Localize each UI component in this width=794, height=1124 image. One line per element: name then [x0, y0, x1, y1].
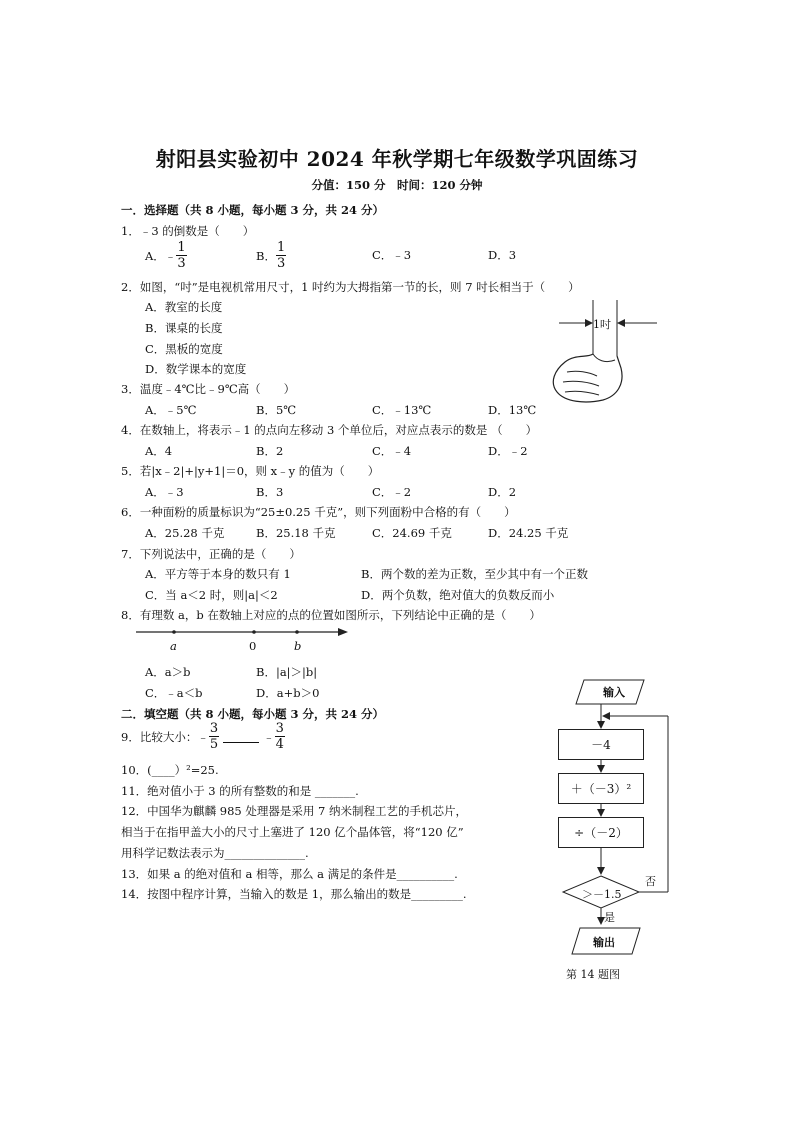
page-title: 射阳县实验初中 2024 年秋学期七年级数学巩固练习 [155, 147, 639, 171]
q2-option-b: B．课桌的长度 [145, 321, 223, 335]
q1-b-fraction: $\frac{1}{3}$ [276, 240, 286, 271]
flow-output: 输出 [593, 936, 615, 949]
thumb-inch-figure [545, 296, 665, 406]
q4-option-d: D．﹣2 [488, 444, 528, 458]
q8-option-c: C．﹣a＜b [145, 686, 203, 700]
q7-stem: 7．下列说法中，正确的是（ ） [121, 547, 301, 561]
flow-step-minus4: －4 [558, 729, 644, 760]
q6-option-a: A．25.28 千克 [145, 526, 225, 540]
flow-step-divide: ÷（－2） [558, 817, 644, 848]
q1-a-label: A．﹣ [145, 248, 177, 263]
flow-step-add-square: ＋（－3）² [558, 773, 644, 804]
section-choice-heading: 一．选择题（共 8 小题，每小题 3 分，共 24 分） [121, 203, 385, 217]
q7-option-b: B．两个数的差为正数，至少其中有一个正数 [361, 567, 588, 581]
q6-stem: 6．一种面粉的质量标识为“25±0.25 千克”，则下列面粉中合格的有（ ） [121, 505, 516, 519]
q8-option-b: B．|a|＞|b| [256, 665, 318, 679]
q6-option-c: C．24.69 千克 [372, 526, 452, 540]
q11: 11．绝对值小于 3 的所有整数的和是 _______. [121, 784, 359, 798]
q5-option-c: C．﹣2 [372, 485, 412, 499]
q5-option-d: D．2 [488, 485, 517, 499]
q2-option-d: D．数学课本的宽度 [145, 362, 247, 376]
q1-a-fraction: $\frac{1}{3}$ [177, 240, 186, 271]
q9-prefix: 9．比较大小：﹣ [121, 729, 209, 744]
score-time-info: 分值：150 分 时间：120 分钟 [311, 178, 483, 192]
q3-option-a: A．﹣5℃ [145, 403, 197, 417]
q14: 14．按图中程序计算，当输入的数是 1，那么输出的数是_________. [121, 887, 467, 901]
q7-option-d: D．两个负数，绝对值大的负数反而小 [361, 588, 555, 602]
q10: 10．(____）²=25. [121, 763, 219, 777]
q6-option-b: B．25.18 千克 [256, 526, 336, 540]
q9-fraction-1: $\frac{3}{5}$ [209, 721, 219, 752]
q8-option-a: A．a＞b [145, 665, 191, 679]
q8-number-line [134, 624, 350, 640]
q8-option-d: D．a+b＞0 [256, 686, 320, 700]
q7-option-a: A．平方等于本身的数只有 1 [145, 567, 291, 581]
q8-axis-label-b: b [294, 639, 302, 653]
flow-yes-label: 是 [604, 911, 615, 924]
q1-stem: 1．﹣3 的倒数是（ ） [121, 224, 255, 238]
q6-option-d: D．24.25 千克 [488, 526, 569, 540]
q12-line3: 用科学记数法表示为______________. [121, 846, 309, 860]
q5-option-b: B．3 [256, 485, 284, 499]
q7-option-c: C．当 a＜2 时，则|a|＜2 [145, 588, 278, 602]
q9-minus: ﹣ [263, 729, 275, 744]
flow-condition: ＞－1.5 [582, 888, 622, 901]
q1-option-c: C．﹣3 [372, 248, 412, 262]
q4-option-b: B．2 [256, 444, 284, 458]
q1-option-a [145, 241, 187, 270]
thumb-inch-label: 1吋 [593, 318, 611, 331]
section-fill-heading: 二．填空题（共 8 小题，每小题 3 分，共 24 分） [121, 707, 385, 721]
q9-answer-blank[interactable] [223, 742, 259, 743]
q3-option-b: B．5℃ [256, 403, 297, 417]
flow-caption: 第 14 题图 [566, 968, 620, 981]
q5-stem: 5．若|x﹣2|+|y+1|＝0，则 x﹣y 的值为（ ） [121, 464, 380, 478]
q5-option-a: A．﹣3 [145, 485, 184, 499]
q1-b-label: B． [256, 248, 276, 263]
q2-stem: 2．如图，“吋”是电视机常用尺寸，1 吋约为大拇指第一节的长，则 7 吋长相当于（ ） [121, 280, 580, 294]
q3-option-c: C．﹣13℃ [372, 403, 432, 417]
q1-option-b [256, 241, 286, 270]
q2-option-c: C．黑板的宽度 [145, 342, 223, 356]
q1-option-d: D．3 [488, 248, 517, 262]
q8-stem: 8．有理数 a，b 在数轴上对应的点的位置如图所示，下列结论中正确的是（ ） [121, 608, 541, 622]
q9-fraction-2: $\frac{3}{4}$ [275, 721, 284, 752]
q4-option-a: A．4 [145, 444, 173, 458]
q8-axis-label-a: a [170, 639, 177, 653]
q9 [121, 722, 285, 751]
q8-axis-label-0: 0 [249, 639, 257, 653]
q4-option-c: C．﹣4 [372, 444, 412, 458]
q3-stem: 3．温度﹣4℃比﹣9℃高（ ） [121, 382, 296, 396]
q4-stem: 4．在数轴上，将表示﹣1 的点向左移动 3 个单位后，对应点表示的数是 （ ） [121, 423, 538, 437]
q12-line2: 相当于在指甲盖大小的尺寸上塞进了 120 亿个晶体管，将“120 亿” [121, 825, 464, 839]
q12-line1: 12．中国华为麒麟 985 处理器是采用 7 纳米制程工艺的手机芯片， [121, 804, 468, 818]
q3-option-d: D．13℃ [488, 403, 537, 417]
q2-option-a: A．教室的长度 [145, 300, 223, 314]
flow-no-label: 否 [645, 875, 656, 888]
q13: 13．如果 a 的绝对值和 a 相等，那么 a 满足的条件是__________. [121, 867, 458, 881]
flow-input: 输入 [603, 686, 625, 699]
